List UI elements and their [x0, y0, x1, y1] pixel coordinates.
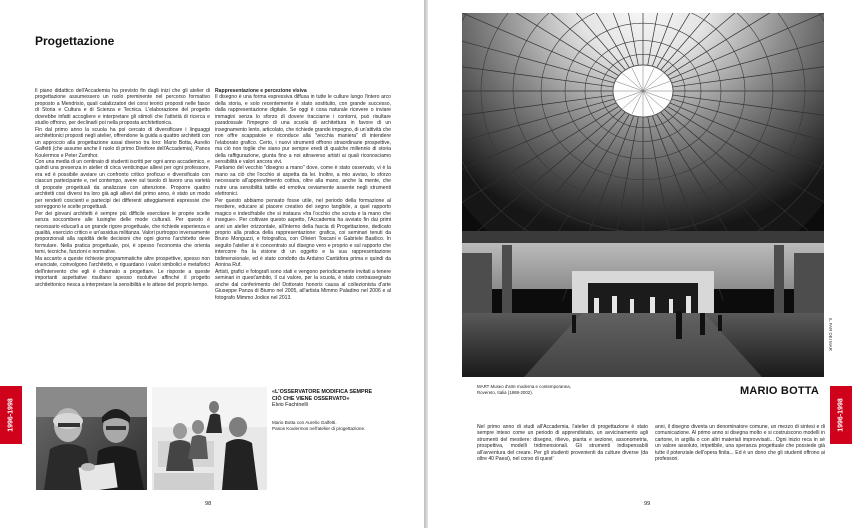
paragraph-col1-2: Fin dal primo anno la scuola ha poi cercato di diversificare i linguaggi architettonici proposti negli atelier, offrendone la guida a quattro architetti con un approccio alla progettazione assai diverso tra loro: Mario Botta, Aurelio Galfetti (che assume anche il ruolo di primo Direttore dell'Accademia), Panos Koulermos e Peter Zumthor.	[35, 126, 210, 159]
paragraph-col1-3: Con una media di un centinaio di studenti iscritti per ogni anno accademico, e quindi una presenza in atelier di circa venticinque allievi per ogni professore, era ed è possibile avviare un confronto critico proficuo e diversificato con ciascun partecipante e, nel contempo, avere sul tavolo di lavoro una varietà di proposte progettuali da analizzare con attenzione. Proporre quattro architetti così diversi tra loro già agli allievi del primo anno, è stato un modo per renderli coscienti e partecipi dei differenti atteggiamenti espressivi che sorreggono le scelte progettuali.	[35, 158, 210, 211]
museum-caption-sub: Rovereto, Italia (1988-2002).	[477, 389, 533, 395]
paragraph-col2-2: Parliamo del vecchio "disegno a mano" dove, come è stato osservato, vi è la mano sa ciò che l'occhio si aspetta da lei. Inoltre, a mio avviso, lo sforzo necessario all'apprendimento cottiva, oltre alla mano, anche la mente, che nutre una sensibilità tattile ed emotiva ovviamente assente negli strumenti elettronici.	[215, 165, 391, 198]
page-title: Progettazione	[35, 34, 115, 48]
paragraph-col1-1: Il piano didattico dell'Accademia ha previsto fin dagli inizi che gli atelier di progettazione assumessero un ruolo preminente nel percorso formativo proposto a Mendrisio, quali catalizzatori dei corsi teorici proposti nelle fasce di Storia e Cultura e di Scienza e Tecnica. L'elaborazione del progetto dovrebbe infatti accogliere e interpretare gli stimoli che l'attività di ricerca e studio offrono, per declinarli poi nella proposta architettonica.	[35, 88, 210, 127]
year-tab-label: 1996-1998	[7, 398, 15, 432]
photo-credit: IL FAR DEI MAR	[828, 318, 833, 351]
body-column-left	[35, 88, 210, 372]
year-tab	[0, 386, 22, 444]
body-column-right	[215, 88, 391, 372]
paragraph-col1-5: Ma accanto a queste richieste programmatiche altre prospettive, spesso non enunciate, coinvolgono l'architetto, e riguardano i valori simbolici e metaforici dell'intervento che egli è chiamato a progettare. Le risposte a queste importanti aspettative risultano spesso risolutive affinché il progetto architettonico riesca a interpretare la sensibilità e le attese del proprio tempo.	[35, 255, 210, 288]
pull-quote	[272, 389, 380, 409]
caption-line-2: Panos Koulermos nell'atelier di progettazione.	[272, 425, 366, 431]
quote-text: «L'OSSERVATORE MODIFICA SEMPRE CIÒ CHE VIENE OSSERVATO»	[272, 389, 373, 402]
mb-column-left	[477, 424, 648, 490]
mb-column-right	[655, 424, 825, 490]
year-tab-right	[830, 386, 852, 444]
paragraph-col2-3: Per questo abbiamo pensato fosse utile, nel periodo della formazione al mestiere, educare al piacere creativo del segno tangibile, a quel rapporto magico e indecifrabile che si instaura «fra l'occhio che scruta e la mano che insegue». Per coltivare questo aspetto, l'Accademia ha avviato fin dai primi anni un atelier orizzontale, all'interno della fascia di Progettazione, dedicato proprio alla pratica della rappresentazione: grafica, coi seminari tenuti da Bruno Monguzzi, e fotografica, con Olivieri Toscani e Gabriele Basilico. In seguito l'atelier si è concentrato sul disegno vero e proprio e sul rapporto che intercorre fra la visione di un oggetto e la sua rappresentazione bidimensionale, ed è stato condotto da Arduino Cantàfora prima e quindi da Annina Ruf.	[215, 197, 391, 269]
page-number-right: 99	[644, 501, 651, 507]
mb-paragraph-right: anni, il disegno diventa un denominatore comune, un mezzo di sintesi e di comunicazione. Al primo anno si disegna molto e si costruiscono modelli in cartone, in argilla o con altri materiali improvvisati... Ogni inizio reca in sé un valore assoluto, irripetibile, una speranza progettuale che possiede già tutte il potenziale dell'opera finita... Ed è un dono che gli studenti offrono ai professori.	[655, 424, 825, 463]
paragraph-col2-4: Artisti, grafici e fotografi sono stati e vengono periodicamente invitati a tenere seminari in quest'ambito, il cui valore, per la scuola, è stato contrassegnato anche dal conferimento del Dottorato honoris causa al collezionista d'arte Giuseppe Panza di Biumo nel 2005, all'artista Mimmo Paladino nel 2006 e al fotografo Mimmo Jodice nel 2013.	[215, 268, 391, 301]
museum-caption	[477, 384, 627, 396]
year-tab-right-label: 1996-1998	[837, 398, 845, 432]
museum-caption-title: MART Museo d'arte moderna e contemporanea,	[477, 384, 571, 389]
left-page	[0, 0, 424, 528]
section-heading: Rappresentazione e percezione visiva	[215, 88, 307, 94]
photo-captions	[272, 420, 384, 432]
mb-paragraph-left: Nel primo anno di studi all'Accademia, l'atelier di progettazione è stato sempre inteso come un periodo di apprendistato, un avvicinamento agli strumenti del mestiere: disegno, rilievo, pianta e sezione, assonometria, prospettiva, modelli tridimensionali. Gli strumenti indispensabili all'avventura del creare. Per gli studenti provenienti da culture diverse (da oltre 40 Paesi), nel corso di quest'	[477, 424, 648, 463]
page-number: 98	[205, 501, 212, 507]
caption-line-1: Mario Botta con Aurelio Galfetti.	[272, 420, 337, 425]
right-page	[428, 0, 852, 528]
photo-koulermos-atelier	[152, 387, 267, 490]
paragraph-col2-1: Il disegno è una forma espressiva diffusa in tutte le culture lungo l'intero arco della storia, e solo recentemente è stato sostituito, con grande successo, dalla rappresentazione digitale. Se oggi è cosa naturale ricevere o inviare immagini senza lo sforzo di dovere tracciarne i contorni, può risultare paradossale l'impegno di una scuola di architettura in favore di un insegnamento lento, articolato, che richiede grande impegno, di un'attività che non offre scappatoie e riconduce alla "vecchia maniera" di intendere l'elaborato grafico. Certo, i nuovi strumenti offrono straordinarie prospettive, ma ciò non toglie che siano pur sempre eredi di qualche millennio di storia della raffigurazione, giunta fino a noi attraverso artisti ai quali riconosciamo sensibilità e valori ancora vivi.	[215, 94, 391, 165]
paragraph-col1-4: Per dei giovani architetti è sempre più difficile esercitare le proprie scelte senza soccombere alle lusinghe delle mode culturali. Per questo è necessario educarli a un grande rigore progettuale, che richiede esperienza e qualità, esercizio critico e un'assidua militanza. Valori purtroppo inversamente proporzionali alla rapidità delle decisioni che ogni giorno l'architetto deve formulare. Nella pratica progettuale, poi, è spesso l'economia che orienta temi, tecniche, funzioni e normative.	[35, 210, 210, 256]
photo-mart-museum	[462, 13, 824, 377]
photo-botta-galfetti	[36, 387, 147, 490]
quote-author: Elvio Fachinelli	[272, 402, 308, 409]
author-heading: MARIO BOTTA	[740, 385, 819, 397]
